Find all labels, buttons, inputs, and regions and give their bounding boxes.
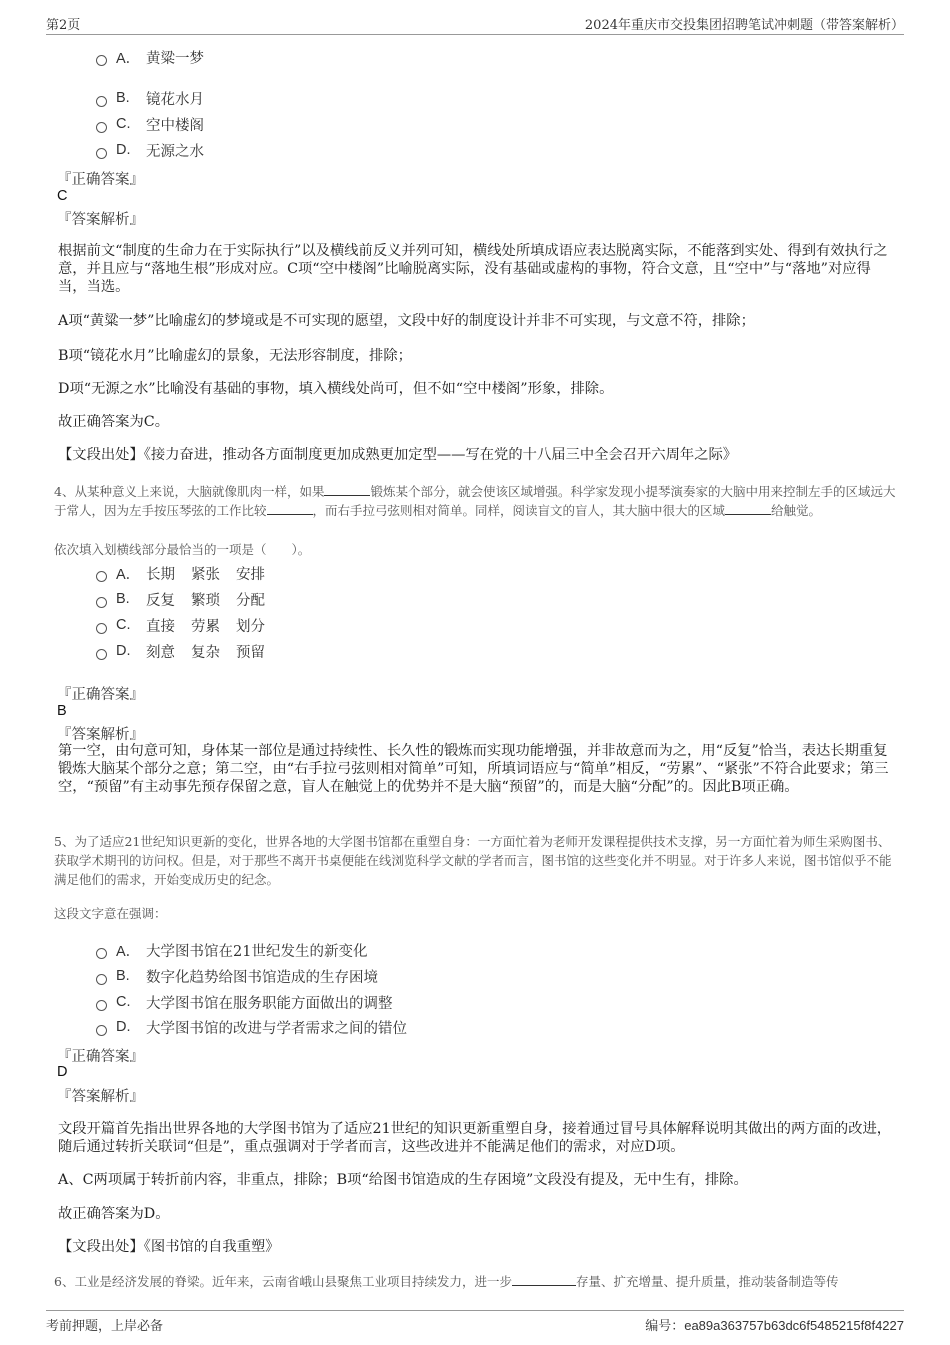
q3-analysis-3: B项“镜花水月”比喻虚幻的景象，无法形容制度，排除； — [58, 348, 412, 364]
q4-answer: B — [57, 703, 67, 719]
q4-correct-label: 『正确答案』 — [57, 687, 144, 703]
blank-line — [512, 1273, 576, 1286]
radio-icon[interactable] — [96, 649, 107, 660]
q3-analysis-1: 根据前文“制度的生命力在于实际执行”以及横线前反义并列可知，横线处所填成语应表达脱离实际，不能落到实处、得到有效执行之意，并且应与“落地生根”形成对应。C项“空中楼阁”比喻脱离实际，没有基础或虚构的事物，符合文意，且“空中”与“落地”对应得当，当选。 — [58, 243, 888, 295]
q4-option-d[interactable]: D. 刻意 复杂 预留 — [96, 640, 281, 662]
q5-analysis-3: 故正确答案为D。 — [58, 1206, 170, 1222]
q5-option-a[interactable]: A． 大学图书馆在21世纪发生的新变化 — [96, 939, 367, 961]
q5-analysis-2: A、C两项属于转折前内容，非重点，排除；B项“给图书馆造成的生存困境”文段没有提及，无中生有，排除。 — [58, 1172, 748, 1188]
q3-option-a[interactable]: A． 黄粱一梦 — [96, 46, 204, 68]
q4-analysis: 第一空，由句意可知，身体某一部位是通过持续性、长久性的锻炼而实现功能增强，并非故意而为之，用“反复”恰当，表达长期重复锻炼大脑某个部分之意；第二空，由“右手拉弓弦则相对简单”可知，所填词语应与“简单”相反，“劳累”、“紧张”不符合此要求；第三空，“预留”有主动事先预存保留之意，盲人在触觉上的优势并不是大脑“预留”的，而是大脑“分配”的。因此B项正确。 — [58, 743, 889, 795]
radio-icon[interactable] — [96, 571, 107, 582]
document-title: 2024年重庆市交投集团招聘笔试冲刺题（带答案解析） — [584, 18, 904, 33]
blank-line — [267, 502, 313, 515]
q3-analysis-2: A项“黄粱一梦”比喻虚幻的梦境或是不可实现的愿望，文段中好的制度设计并非不可实现，与文意不符，排除； — [58, 313, 755, 329]
q5-prompt: 这段文字意在强调： — [54, 906, 167, 921]
radio-icon[interactable] — [96, 122, 107, 133]
radio-icon[interactable] — [96, 1000, 107, 1011]
document-code: 编号：ea89a363757b63dc6f5485215f8f4227 — [645, 1318, 904, 1334]
radio-icon[interactable] — [96, 974, 107, 985]
blank-line — [324, 483, 370, 496]
q3-correct-label: 『正确答案』 — [57, 172, 144, 188]
q3-option-c[interactable]: C. 空中楼阁 — [96, 113, 204, 135]
q3-analysis-4: D项“无源之水”比喻没有基础的事物，填入横线处尚可，但不如“空中楼阁”形象，排除。 — [58, 381, 614, 397]
q4-analysis-label: 『答案解析』 — [57, 727, 144, 743]
q6-stem: 6、工业是经济发展的脊梁。近年来，云南省峨山县聚焦工业项目持续发力，进一步 存量、扩充增量、提升质量，推动装备制造等传 — [54, 1274, 839, 1289]
radio-icon[interactable] — [96, 948, 107, 959]
q4-option-c[interactable]: C. 直接 劳累 划分 — [96, 614, 281, 636]
q3-option-b[interactable]: B. 镜花水月 — [96, 87, 204, 109]
footer-slogan: 考前押题，上岸必备 — [46, 1319, 164, 1334]
q4-prompt: 依次填入划横线部分最恰当的一项是（ ）。 — [54, 542, 311, 557]
radio-icon[interactable] — [96, 148, 107, 159]
q3-option-d[interactable]: D. 无源之水 — [96, 139, 204, 161]
q4-option-b[interactable]: B. 反复 繁琐 分配 — [96, 588, 281, 610]
q3-source: 【文段出处】《接力奋进，推动各方面制度更加成熟更加定型——写在党的十八届三中全会召开六周年之际》 — [58, 447, 738, 463]
page-number: 第2页 — [46, 18, 81, 33]
page-footer — [46, 1310, 904, 1336]
q5-stem: 5、为了适应21世纪知识更新的变化，世界各地的大学图书馆都在重塑自身：一方面忙着为老师开发课程提供技术支撑，另一方面忙着为师生采购图书、获取学术期刊的访问权。但是，对于那些不离开书桌便能在线浏览科学文献的学者而言，图书馆的这些变化并不明显。对于许多人来说，图书馆似乎不能满足他们的需求，开始变成历史的纪念。 — [54, 834, 892, 887]
q5-correct-label: 『正确答案』 — [57, 1049, 144, 1065]
q4-stem: 4、从某种意义上来说，大脑就像肌肉一样，如果 锻炼某个部分，就会使该区域增强。科学家发现小提琴演奏家的大脑中用来控制左手的区域远大于常人，因为左手按压琴弦的工作比较 ，而右手拉弓弦则相对简单。同样，阅读盲文的盲人，其大脑中很大的区域 给触觉。 — [54, 484, 896, 518]
q3-analysis-label: 『答案解析』 — [57, 212, 144, 228]
q5-source: 【文段出处】《图书馆的自我重塑》 — [58, 1239, 280, 1255]
radio-icon[interactable] — [96, 623, 107, 634]
q4-option-a[interactable]: A． 长期 紧张 安排 — [96, 562, 281, 584]
q5-option-c[interactable]: C. 大学图书馆在服务职能方面做出的调整 — [96, 991, 393, 1013]
radio-icon[interactable] — [96, 96, 107, 107]
page-header — [46, 14, 904, 35]
q5-option-d[interactable]: D. 大学图书馆的改进与学者需求之间的错位 — [96, 1016, 407, 1038]
q5-analysis-1: 文段开篇首先指出世界各地的大学图书馆为了适应21世纪的知识更新重塑自身，接着通过冒号具体解释说明其做出的两方面的改进，随后通过转折关联词“但是”，重点强调对于学者而言，这些改进并不能满足他们的需求，对应D项。 — [58, 1121, 892, 1155]
q5-answer: D — [57, 1064, 68, 1080]
blank-line — [725, 502, 771, 515]
q5-analysis-label: 『答案解析』 — [57, 1089, 144, 1105]
radio-icon[interactable] — [96, 1025, 107, 1036]
radio-icon[interactable] — [96, 55, 107, 66]
q3-answer: C — [57, 188, 68, 204]
q3-analysis-5: 故正确答案为C。 — [58, 414, 170, 430]
q5-option-b[interactable]: B. 数字化趋势给图书馆造成的生存困境 — [96, 965, 378, 987]
radio-icon[interactable] — [96, 597, 107, 608]
